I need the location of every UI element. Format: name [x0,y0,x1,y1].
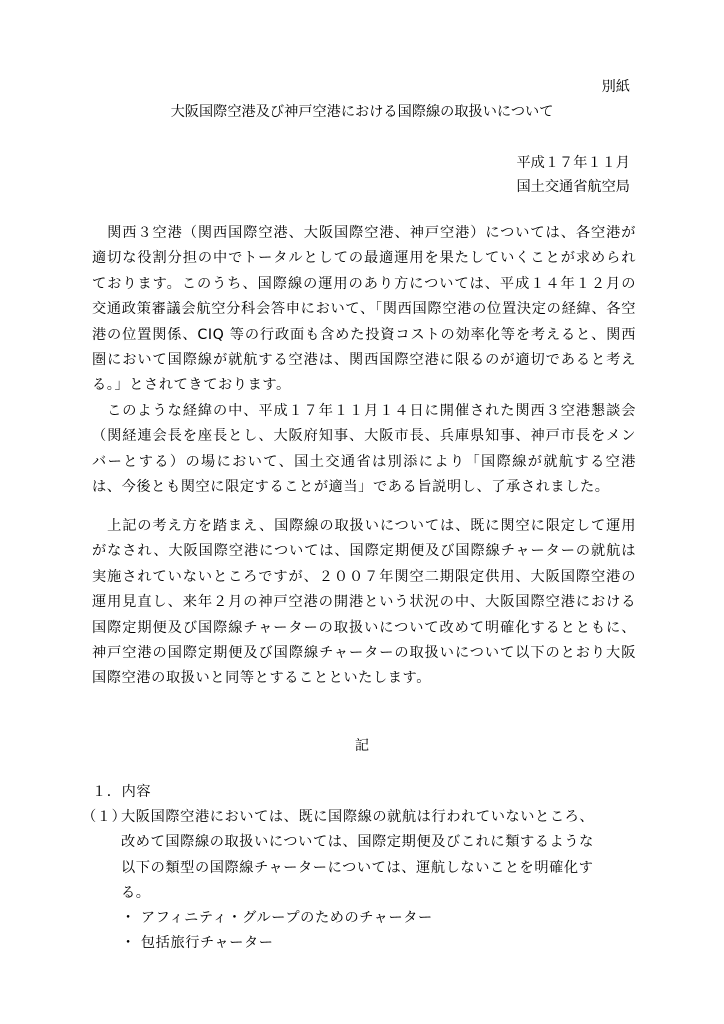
paragraph-1: 関西３空港（関西国際空港、大阪国際空港、神戸空港）については、各空港が適切な役割分担の中でトータルとしての最適運用を果たしていくことが求められております。このうち、国際線の運用のあり方については、平成１４年１２月の交通政策審議会航空分科会答申において、「関西国際空港の位置決定の経緯、各空港の位置関係、CIQ 等の行政面も含めた投資コストの効率化等を考えると、関西圏において国際線が就航する空港は、関西国際空港に限るのが適切であると考える。」とされてきております。 [92,225,636,394]
bullet-item-1: ・ アフィニティ・グループのためのチャーター [121,910,433,926]
section-heading: １．内容 [92,784,152,800]
document-date: 平成１７年１１月 [516,155,630,171]
item-number: （１） [82,809,127,825]
ki-heading: 記 [354,738,370,754]
paragraph-2: このような経緯の中、平成１７年１１月１４日に開催された関西３空港懇談会（関経連会長を座長とし、大阪府知事、大阪市長、兵庫県知事、神戸市長をメンバーとする）の場において、国土交通省は別添により「国際線が就航する空港は、今後とも関空に限定することが適当」である旨説明し、了承されました。 [92,403,636,496]
item-line-2: 改めて国際線の取扱いについては、国際定期便及びこれに類するような [121,834,594,850]
attachment-label: 別紙 [601,79,630,95]
paragraph-3: 上記の考え方を踏まえ、国際線の取扱いについては、既に関空に限定して運用がなされ、大阪国際空港については、国際定期便及び国際線チャーターの就航は実施されていないところですが、２００７年関空二期限定供用、大阪国際空港の運用見直し、来年２月の神戸空港の開港という状況の中、大阪国際空港における国際定期便及び国際線チャーターの取扱いについて改めて明確化するとともに、神戸空港の国際定期便及び国際線チャーターの取扱いについて以下のとおり大阪国際空港の取扱いと同等とすることといたします。 [92,518,636,687]
item-line-4: る。 [121,885,151,901]
bullet-item-2: ・ 包括旅行チャーター [121,935,274,951]
document-issuer: 国土交通省航空局 [516,179,630,195]
item-line-3: 以下の類型の国際線チャーターについては、運航しないことを明確化す [121,860,594,876]
item-line-1: 大阪国際空港においては、既に国際線の就航は行われていないところ、 [121,809,595,825]
document-title: 大阪国際空港及び神戸空港における国際線の取扱いについて [170,104,554,120]
